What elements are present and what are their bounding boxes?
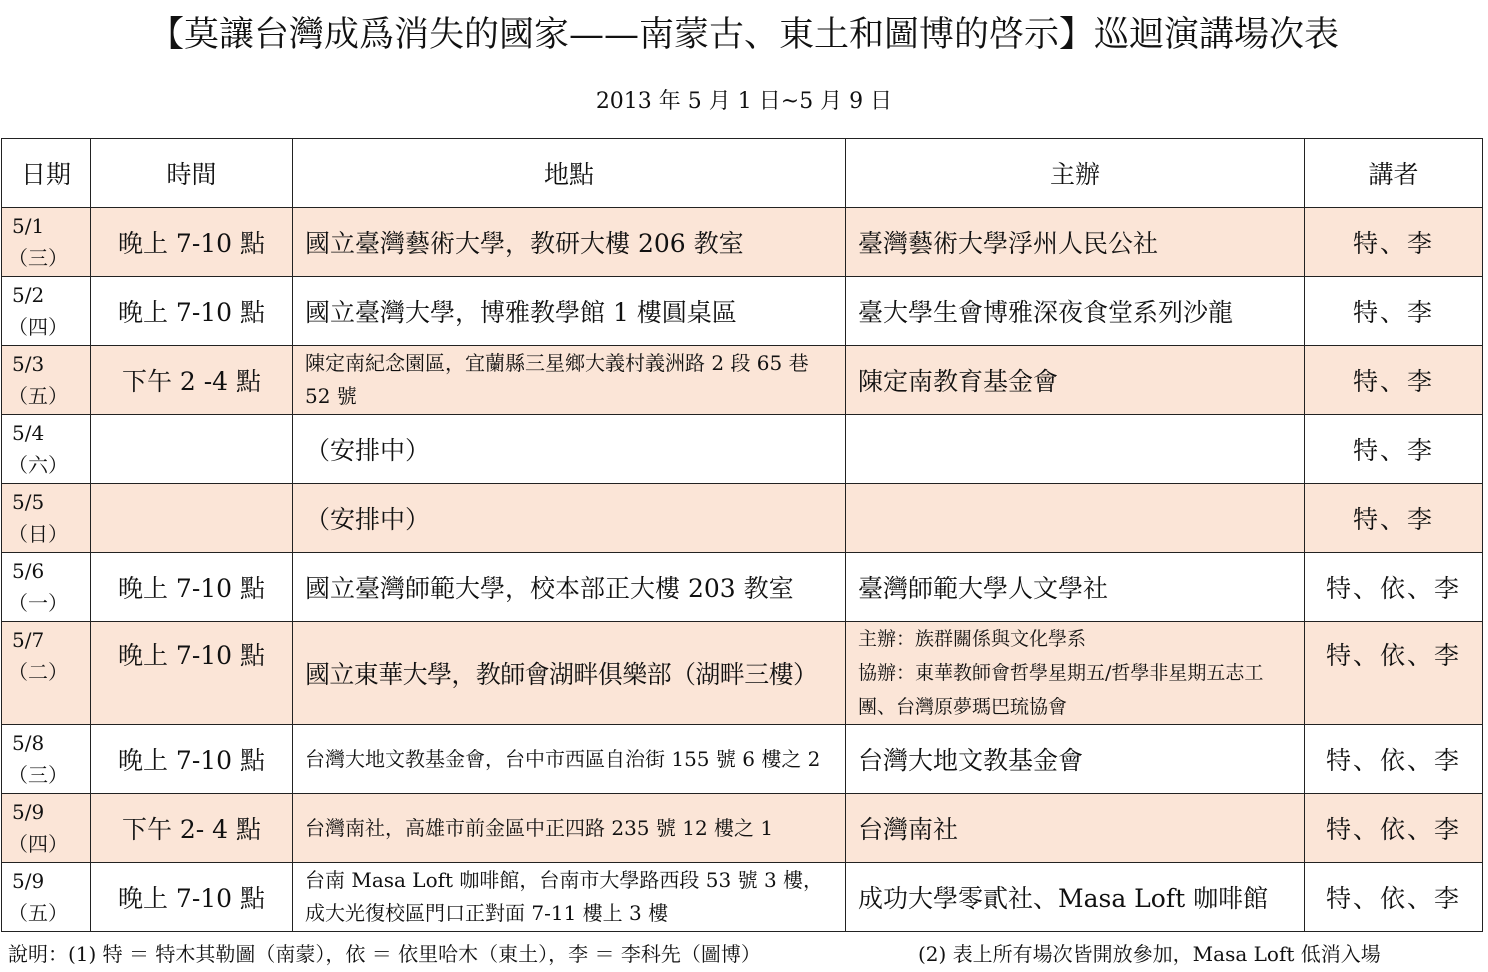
date-cell: 5/3 （五） bbox=[2, 346, 91, 415]
organizer-cell: 成功大學零貳社、Masa Loft 咖啡館 bbox=[846, 863, 1305, 932]
speaker-cell: 特、依、李 bbox=[1305, 794, 1483, 863]
speaker-cell: 特、李 bbox=[1305, 415, 1483, 484]
header-speaker: 講者 bbox=[1305, 139, 1483, 208]
header-date: 日期 bbox=[2, 139, 91, 208]
organizer-cell: 臺大學生會博雅深夜食堂系列沙龍 bbox=[846, 277, 1305, 346]
time-cell: 晚上 7-10 點 bbox=[91, 553, 293, 622]
date-cell: 5/6 （一） bbox=[2, 553, 91, 622]
table-row bbox=[2, 622, 1483, 725]
venue-cell: 國立臺灣藝術大學，教研大樓 206 教室 bbox=[293, 208, 846, 277]
time-cell bbox=[91, 415, 293, 484]
table-row bbox=[2, 484, 1483, 553]
time-cell: 晚上 7-10 點 bbox=[91, 208, 293, 277]
organizer-cell bbox=[846, 415, 1305, 484]
venue-cell: 台灣南社，高雄市前金區中正四路 235 號 12 樓之 1 bbox=[293, 794, 846, 863]
venue-cell: 國立東華大學，教師會湖畔俱樂部（湖畔三樓） bbox=[293, 622, 846, 725]
organizer-cell: 台灣南社 bbox=[846, 794, 1305, 863]
table-header-row bbox=[2, 139, 1483, 208]
organizer-cell: 陳定南教育基金會 bbox=[846, 346, 1305, 415]
speaker-cell: 特、李 bbox=[1305, 208, 1483, 277]
time-cell: 下午 2- 4 點 bbox=[91, 794, 293, 863]
date-range-subtitle: 2013 年 5 月 1 日~5 月 9 日 bbox=[595, 89, 893, 114]
time-cell bbox=[91, 484, 293, 553]
date-cell: 5/4 （六） bbox=[2, 415, 91, 484]
table-row bbox=[2, 863, 1483, 932]
venue-cell: 陳定南紀念園區，宜蘭縣三星鄉大義村義洲路 2 段 65 巷 52 號 bbox=[293, 346, 846, 415]
organizer-cell bbox=[846, 484, 1305, 553]
organizer-cell: 臺灣藝術大學浮州人民公社 bbox=[846, 208, 1305, 277]
date-cell: 5/1 （三） bbox=[2, 208, 91, 277]
date-cell: 5/9 （五） bbox=[2, 863, 91, 932]
organizer-cell: 台灣大地文教基金會 bbox=[846, 725, 1305, 794]
date-cell: 5/9 （四） bbox=[2, 794, 91, 863]
venue-cell: （安排中） bbox=[293, 484, 846, 553]
header-venue: 地點 bbox=[293, 139, 846, 208]
organizer-cell bbox=[846, 622, 1305, 725]
date-cell: 5/8 （三） bbox=[2, 725, 91, 794]
table-row bbox=[2, 208, 1483, 277]
table-row bbox=[2, 415, 1483, 484]
time-cell: 晚上 7-10 點 bbox=[91, 863, 293, 932]
venue-cell: 台南 Masa Loft 咖啡館，台南市大學路西段 53 號 3 樓，成大光復校區門口正對面 7-11 樓上 3 樓 bbox=[293, 863, 846, 932]
venue-cell: 國立臺灣大學，博雅教學館 1 樓圓桌區 bbox=[293, 277, 846, 346]
organizer-cell: 臺灣師範大學人文學社 bbox=[846, 553, 1305, 622]
time-cell: 晚上 7-10 點 bbox=[91, 622, 293, 725]
footnote bbox=[8, 940, 1488, 968]
schedule-table bbox=[1, 138, 1483, 932]
speaker-cell: 特、依、李 bbox=[1305, 553, 1483, 622]
date-cell: 5/7 （二） bbox=[2, 622, 91, 725]
table-row bbox=[2, 553, 1483, 622]
header-time: 時間 bbox=[91, 139, 293, 208]
speaker-cell: 特、依、李 bbox=[1305, 725, 1483, 794]
organizer-co: 協辦：東華教師會哲學星期五/哲學非星期五志工團、台灣原夢瑪巴琉協會 bbox=[858, 662, 1264, 718]
footnote-open-attendance: (2) 表上所有場次皆開放參加，Masa Loft 低消入場 bbox=[918, 942, 1381, 966]
table-row bbox=[2, 277, 1483, 346]
speaker-cell: 特、李 bbox=[1305, 277, 1483, 346]
speaker-cell: 特、李 bbox=[1305, 346, 1483, 415]
time-cell: 晚上 7-10 點 bbox=[91, 277, 293, 346]
date-cell: 5/2 （四） bbox=[2, 277, 91, 346]
table-row bbox=[2, 346, 1483, 415]
venue-cell: （安排中） bbox=[293, 415, 846, 484]
venue-cell: 國立臺灣師範大學，校本部正大樓 203 教室 bbox=[293, 553, 846, 622]
table-row bbox=[2, 725, 1483, 794]
page-title: 【莫讓台灣成爲消失的國家——南蒙古、東土和圖博的啓示】巡迴演講場次表 bbox=[148, 15, 1339, 55]
header-organizer: 主辦 bbox=[846, 139, 1305, 208]
organizer-main: 主辦：族群關係與文化學系 bbox=[858, 628, 1087, 650]
table-row bbox=[2, 794, 1483, 863]
venue-cell: 台灣大地文教基金會，台中市西區自治街 155 號 6 樓之 2 bbox=[293, 725, 846, 794]
footnote-legend: 說明：(1) 特 ＝ 特木其勒圖（南蒙），依 ＝ 依里哈木（東土），李 ＝ 李科先（圖博） bbox=[8, 942, 761, 966]
speaker-cell: 特、依、李 bbox=[1305, 863, 1483, 932]
date-cell: 5/5 （日） bbox=[2, 484, 91, 553]
speaker-cell: 特、依、李 bbox=[1305, 622, 1483, 725]
time-cell: 晚上 7-10 點 bbox=[91, 725, 293, 794]
time-cell: 下午 2 -4 點 bbox=[91, 346, 293, 415]
speaker-cell: 特、李 bbox=[1305, 484, 1483, 553]
